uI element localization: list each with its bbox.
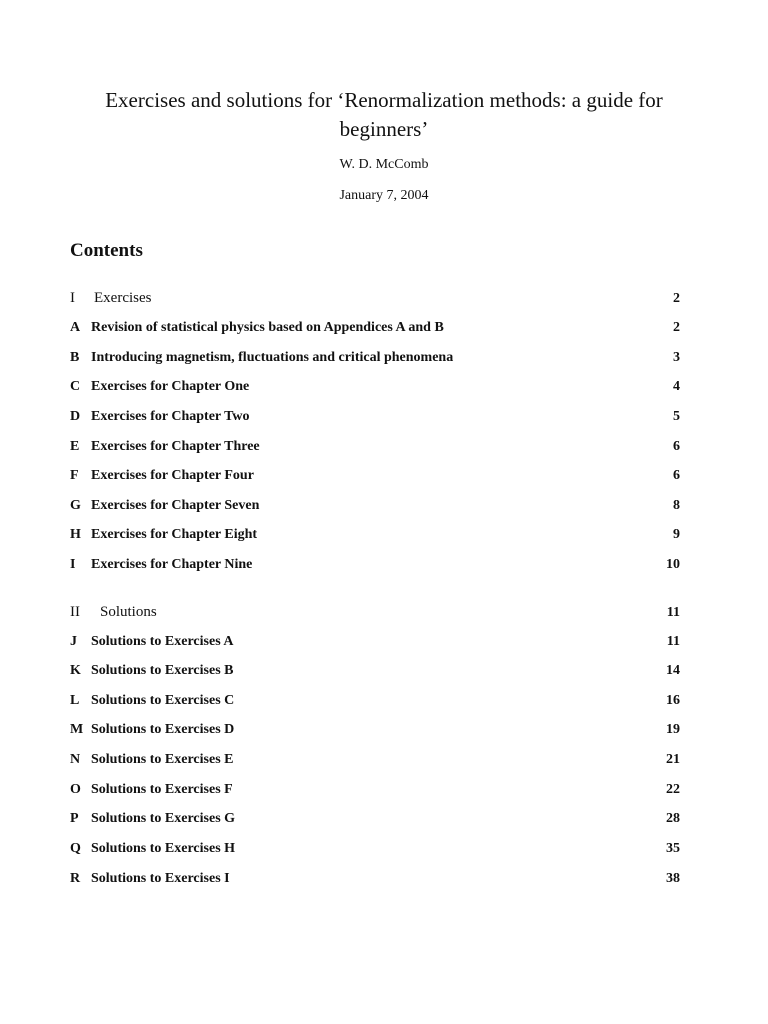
toc-entry-label: Solutions to Exercises E <box>91 752 234 767</box>
toc-entry[interactable] <box>70 439 680 459</box>
toc-page-number: 11 <box>666 605 680 620</box>
toc-entry[interactable] <box>70 468 680 488</box>
toc-entry-letter: A <box>70 320 81 335</box>
toc-page-number: 5 <box>673 409 680 424</box>
toc-page-number: 22 <box>666 782 680 797</box>
toc-entry[interactable] <box>70 350 680 370</box>
toc-entry-label: Exercises for Chapter Eight <box>91 527 258 542</box>
toc-page-number: 3 <box>673 350 680 365</box>
toc-entry-label: Exercises for Chapter Two <box>91 409 250 424</box>
toc-entry-letter: B <box>70 350 80 365</box>
toc-page-number: 11 <box>666 634 680 649</box>
toc-entry-letter: M <box>70 722 84 737</box>
toc-entry-label: Solutions to Exercises I <box>91 871 230 886</box>
toc-entry-label: Exercises for Chapter Four <box>91 468 254 483</box>
toc-entry[interactable] <box>70 320 680 340</box>
document-author: W. D. McComb <box>339 157 429 172</box>
toc-entry-letter: O <box>70 782 81 797</box>
toc-entry-letter: D <box>70 409 81 424</box>
toc-entry-letter: J <box>70 634 77 649</box>
document-date: January 7, 2004 <box>339 188 429 203</box>
toc-part-exercises[interactable] <box>70 290 680 310</box>
toc-entry-label: Solutions to Exercises B <box>91 663 234 678</box>
toc-entry-letter: N <box>70 752 81 767</box>
toc-entry[interactable] <box>70 782 680 802</box>
toc-page-number: 9 <box>673 527 680 542</box>
toc-page-number: 2 <box>673 291 680 306</box>
toc-entry-letter: E <box>70 439 80 454</box>
toc-entry[interactable] <box>70 557 680 577</box>
toc-entry-letter: R <box>70 871 81 886</box>
toc-page-number: 10 <box>666 557 680 572</box>
toc-entry-label: Solutions to Exercises D <box>91 722 235 737</box>
toc-entry-letter: K <box>70 663 81 678</box>
toc-entry[interactable] <box>70 379 680 399</box>
toc-page-number: 35 <box>666 841 680 856</box>
toc-entry-letter: I <box>70 557 76 572</box>
toc-entry-label: Solutions to Exercises G <box>91 811 236 826</box>
toc-page-number: 2 <box>673 320 680 335</box>
contents-heading: Contents <box>70 240 143 261</box>
toc-entry-letter: P <box>70 811 79 826</box>
toc-entry[interactable] <box>70 722 680 742</box>
toc-page-number: 6 <box>673 439 680 454</box>
toc-entry[interactable] <box>70 752 680 772</box>
toc-entry-label: Solutions to Exercises H <box>91 841 236 856</box>
toc-entry-letter: H <box>70 527 81 542</box>
toc-entry[interactable] <box>70 527 680 547</box>
toc-entry-label: Exercises for Chapter Nine <box>91 557 253 572</box>
toc-entry[interactable] <box>70 663 680 683</box>
toc-page-number: 4 <box>673 379 680 394</box>
toc-part-numeral: I <box>70 290 75 306</box>
toc-entry-letter: L <box>70 693 80 708</box>
toc-entry[interactable] <box>70 498 680 518</box>
toc-entry-label: Revision of statistical physics based on Appendices A and B <box>91 320 444 335</box>
toc-part-label: Solutions <box>100 604 157 620</box>
toc-entry[interactable] <box>70 841 680 861</box>
toc-entry-label: Exercises for Chapter One <box>91 379 250 394</box>
toc-page-number: 28 <box>666 811 680 826</box>
toc-entry-letter: C <box>70 379 81 394</box>
toc-page-number: 16 <box>666 693 680 708</box>
toc-entry-letter: Q <box>70 841 81 856</box>
toc-entry[interactable] <box>70 409 680 429</box>
toc-entry-label: Solutions to Exercises C <box>91 693 235 708</box>
toc-entry-letter: F <box>70 468 79 483</box>
toc-entry-label: Introducing magnetism, fluctuations and critical phenomena <box>91 350 454 365</box>
document-title: Exercises and solutions for ‘Renormalization methods: a guide for beginners’ <box>105 88 663 141</box>
toc-part-label: Exercises <box>94 290 152 306</box>
toc-page-number: 8 <box>673 498 680 513</box>
toc-entry[interactable] <box>70 693 680 713</box>
toc-part-numeral: II <box>70 604 80 620</box>
toc-page-number: 38 <box>666 871 680 886</box>
toc-entry[interactable] <box>70 871 680 891</box>
toc-entry[interactable] <box>70 811 680 831</box>
toc-entry-letter: G <box>70 498 81 513</box>
toc-entry-label: Exercises for Chapter Three <box>91 439 260 454</box>
toc-entry-label: Exercises for Chapter Seven <box>91 498 260 513</box>
toc-entry-label: Solutions to Exercises F <box>91 782 233 797</box>
toc-page-number: 21 <box>666 752 680 767</box>
toc-page-number: 14 <box>666 663 680 678</box>
toc-page-number: 19 <box>666 722 680 737</box>
toc-part-solutions[interactable] <box>70 604 680 624</box>
toc-page-number: 6 <box>673 468 680 483</box>
toc-entry-label: Solutions to Exercises A <box>91 634 234 649</box>
toc-entry[interactable] <box>70 634 680 654</box>
